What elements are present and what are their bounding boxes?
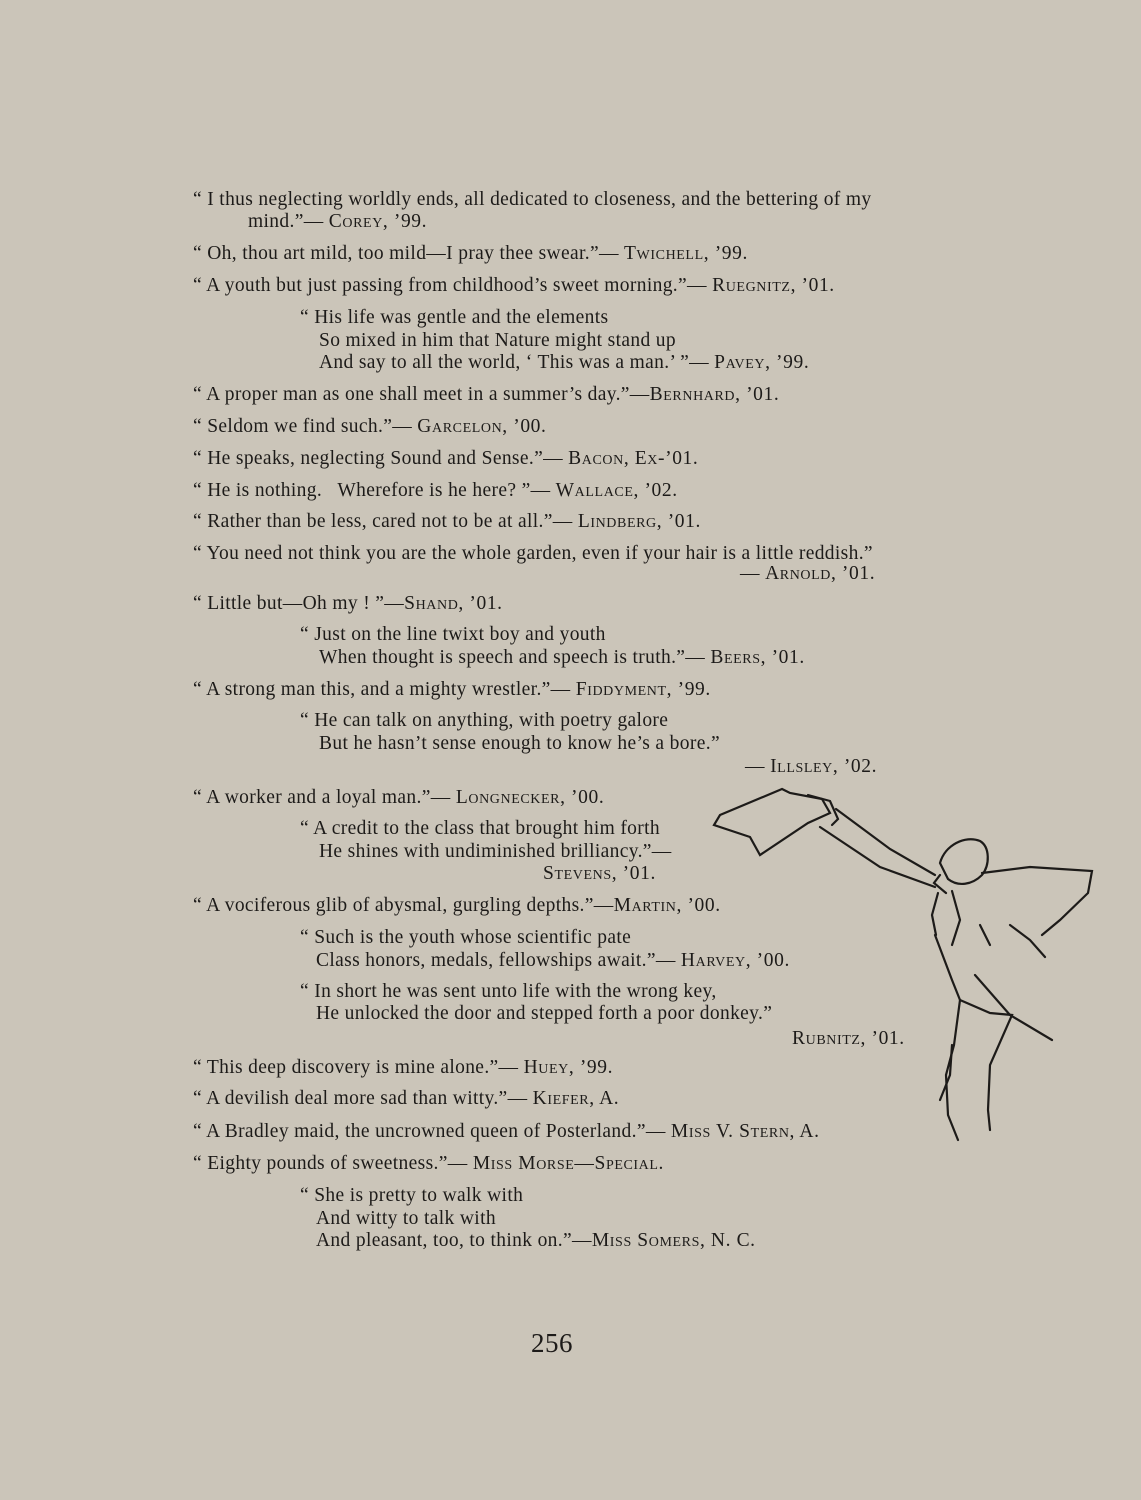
quote-attribution: Pavey, ’99.: [714, 352, 810, 373]
quote-line: [300, 818, 660, 840]
quote-text: “ Such is the youth whose scientific pate: [300, 927, 632, 948]
quote-attribution: Ruegnitz, ’01.: [712, 275, 835, 296]
quote-line: [193, 895, 721, 917]
quote-text: “ A youth but just passing from childhood’s sweet morning.”—: [193, 275, 713, 296]
quote-text: “ In short he was sent unto life with the wrong key,: [300, 981, 717, 1002]
quote-line: [543, 863, 656, 885]
quote-attribution: Wallace, ’02.: [555, 480, 678, 501]
quote-line: [193, 543, 873, 565]
quote-text: He unlocked the door and stepped forth a poor donkey.”: [316, 1003, 773, 1024]
quote-attribution: Rubnitz, ’01.: [792, 1028, 905, 1049]
quote-attribution: Longnecker, ’00.: [455, 787, 605, 808]
quote-attribution: Miss Morse—Special.: [472, 1153, 665, 1174]
quote-text: —: [745, 756, 771, 777]
quote-attribution: Garcelon, ’00.: [417, 416, 547, 437]
quote-line: [193, 1057, 613, 1079]
quote-line: [193, 593, 503, 615]
man-waving-hat-illustration: [690, 775, 1110, 1155]
quote-line: [193, 1088, 619, 1110]
quote-text: “ He is nothing. Wherefore is he here? ”—: [193, 480, 556, 501]
quote-text: “ A vociferous glib of abysmal, gurgling depths.”—: [193, 895, 614, 916]
quote-attribution: Twichell, ’99.: [624, 243, 748, 264]
quote-line: [193, 448, 698, 470]
quote-line: [740, 563, 875, 585]
quote-attribution: Arnold, ’01.: [765, 563, 876, 584]
quote-line: [193, 679, 711, 701]
quote-line: [319, 352, 809, 374]
quote-text: mind.”—: [248, 211, 329, 232]
quote-line: [319, 647, 805, 669]
quote-text: “ Little but—Oh my ! ”—: [193, 593, 405, 614]
quote-line: [193, 480, 678, 502]
quote-line: [319, 841, 672, 863]
quote-attribution: Huey, ’99.: [523, 1057, 614, 1078]
quote-line: [300, 981, 717, 1003]
quote-line: [300, 927, 631, 949]
quote-text: “ Rather than be less, cared not to be at all.”—: [193, 511, 578, 532]
quote-text: And witty to talk with: [316, 1208, 496, 1229]
quote-line: [193, 189, 872, 211]
quote-text: “ A proper man as one shall meet in a summer’s day.”—: [193, 384, 650, 405]
quote-attribution: Illsley, ’02.: [770, 756, 878, 777]
quote-line: [316, 1208, 496, 1230]
quote-text: “ A devilish deal more sad than witty.”—: [193, 1088, 533, 1109]
quote-attribution: Shand, ’01.: [404, 593, 503, 614]
quote-attribution: Beers, ’01.: [710, 647, 805, 668]
quote-line: [193, 243, 748, 265]
quote-line: [193, 275, 835, 297]
quote-attribution: Fiddyment, ’99.: [575, 679, 711, 700]
quote-text: “ I thus neglecting worldly ends, all dedicated to closeness, and the bettering of my: [193, 189, 872, 210]
quote-text: And pleasant, too, to think on.”—: [316, 1230, 592, 1251]
quote-line: [193, 787, 604, 809]
quote-line: [300, 1185, 523, 1207]
quote-text: “ A Bradley maid, the uncrowned queen of Posterland.”—: [193, 1121, 671, 1142]
quote-text: “ This deep discovery is mine alone.”—: [193, 1057, 524, 1078]
quote-attribution: Stevens, ’01.: [543, 863, 656, 884]
quote-line: [319, 330, 676, 352]
quote-text: “ You need not think you are the whole garden, even if your hair is a little reddish.”: [193, 543, 873, 564]
quote-attribution: Bernhard, ’01.: [649, 384, 780, 405]
quote-text: “ A strong man this, and a mighty wrestler.”—: [193, 679, 576, 700]
quote-text: So mixed in him that Nature might stand up: [319, 330, 676, 351]
page-number: 256: [531, 1328, 573, 1358]
quote-text: “ A credit to the class that brought him forth: [300, 818, 660, 839]
quote-text: “ Just on the line twixt boy and youth: [300, 624, 606, 645]
quote-line: [193, 1153, 664, 1175]
quote-text: But he hasn’t sense enough to know he’s a bore.”: [319, 733, 720, 754]
quote-text: And say to all the world, ‘ This was a man.’ ”—: [319, 352, 715, 373]
quote-text: “ Eighty pounds of sweetness.”—: [193, 1153, 473, 1174]
quote-text: He shines with undiminished brilliancy.”—: [319, 841, 672, 862]
quote-text: “ He can talk on anything, with poetry galore: [300, 710, 669, 731]
quote-line: [316, 1230, 756, 1252]
quote-attribution: Corey, ’99.: [328, 211, 428, 232]
quote-attribution: Bacon, Ex-’01.: [568, 448, 699, 469]
quote-line: [300, 307, 608, 329]
quote-text: “ She is pretty to walk with: [300, 1185, 524, 1206]
quote-line: [319, 733, 720, 755]
quote-attribution: Miss V. Stern, A.: [670, 1121, 820, 1142]
quote-line: [193, 384, 779, 406]
quote-text: “ Seldom we find such.”—: [193, 416, 418, 437]
quote-text: Class honors, medals, fellowships await.”—: [316, 950, 681, 971]
quote-line: [300, 624, 606, 646]
quote-attribution: Martin, ’00.: [613, 895, 721, 916]
quote-text: “ Oh, thou art mild, too mild—I pray thee swear.”—: [193, 243, 625, 264]
quote-attribution: Kiefer, A.: [532, 1088, 620, 1109]
quote-line: [248, 211, 427, 233]
quote-attribution: Miss Somers, N. C.: [591, 1230, 756, 1251]
quote-text: —: [740, 563, 766, 584]
quote-text: “ He speaks, neglecting Sound and Sense.”—: [193, 448, 569, 469]
quote-attribution: Lindberg, ’01.: [577, 511, 701, 532]
quote-text: “ His life was gentle and the elements: [300, 307, 609, 328]
quote-line: [193, 416, 547, 438]
quote-line: [300, 710, 668, 732]
quote-text: When thought is speech and speech is truth.”—: [319, 647, 711, 668]
quote-attribution: Harvey, ’00.: [680, 950, 790, 971]
quote-text: “ A worker and a loyal man.”—: [193, 787, 456, 808]
quote-line: [193, 511, 701, 533]
